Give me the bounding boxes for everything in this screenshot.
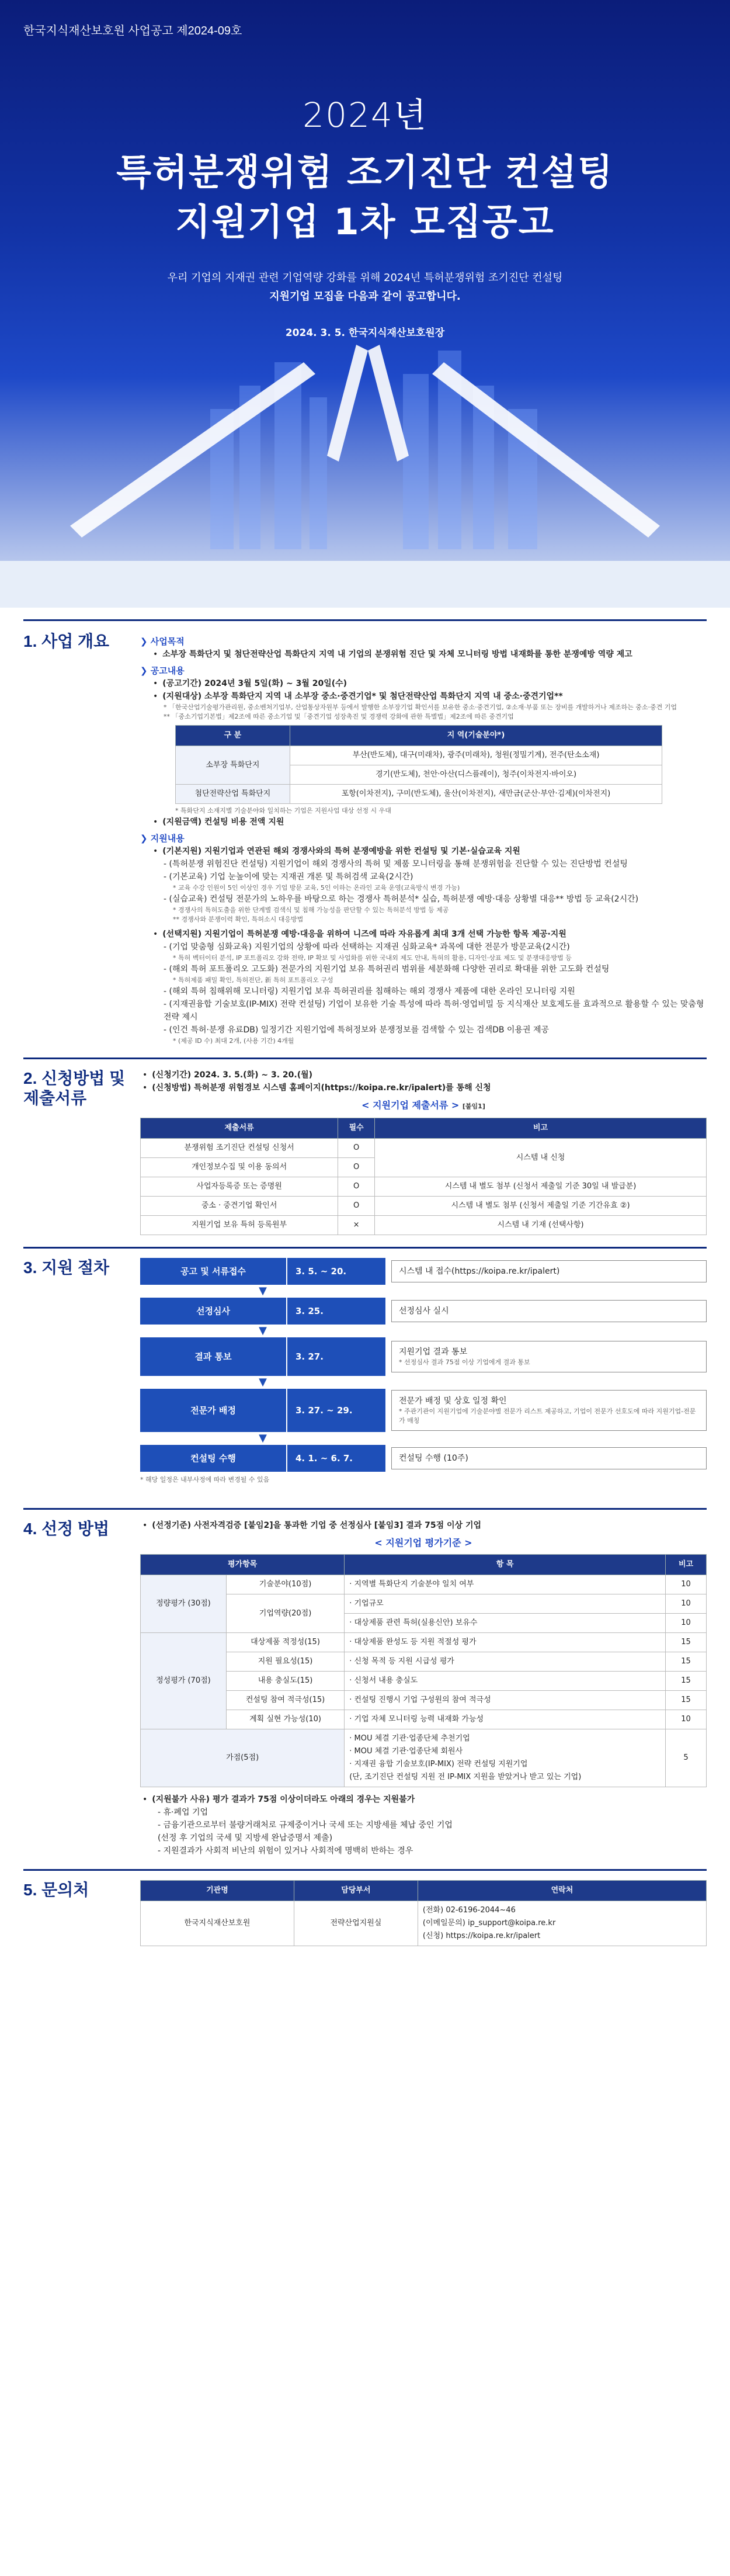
docs-caption: < 지원기업 제출서류 > [붙임1] bbox=[361, 1100, 485, 1111]
ineligible-item: - 지원결과가 사회적 비난의 위험이 있거나 사회적에 명백히 반하는 경우 bbox=[158, 1846, 413, 1856]
arrow-icon: ▼ bbox=[259, 1432, 267, 1444]
notice-period: (공고기간) 2024년 3월 5일(화) ~ 3월 20일(수) bbox=[162, 679, 347, 688]
hero-title-line2: 지원기업 1차 모집공고 bbox=[175, 200, 555, 243]
support-amount: (지원금액) 컨설팅 비용 전액 지원 bbox=[162, 817, 284, 827]
section-procedure bbox=[0, 1249, 730, 1496]
intro-line1: 우리 기업의 지재권 관련 기업역량 강화를 위해 2024년 특허분쟁위험 조기진단 컨설팅 bbox=[167, 272, 563, 284]
target-note2: ** 「중소기업기본법」제2조에 따른 중소기업 및「중견기업 성장촉진 및 경쟁력 강화에 관한 특별법」제2조에 따른 중견기업 bbox=[164, 713, 514, 720]
docs-table: 제출서류 필수 비고 분쟁위험 조기진단 컨설팅 신청서 O 시스템 내 신청 개인정보수집 및 이용 동의서 O 사업자등록증 또는 증명원 O 시스템 내 별도 첨부 (신청서 제출일 기준 30일 내 발급분) 중소 · 중견기업 확인서 O 시스템 내 별도 첨부 (신청서 제출일 기준 기간유효 ②) 지원기업 보유 특허 등록원부 × 시스템 내 기재 (선택사항) bbox=[140, 1118, 707, 1235]
step-3: 결과 통보 3. 27. 지원기업 결과 통보 * 선정심사 결과 75점 이상 기업에게 결과 통보 bbox=[140, 1337, 707, 1376]
select-support: (선택지원) 지원기업이 특허분쟁 예방·대응을 위하여 니즈에 따라 자유롭게 최대 3개 선택 가능한 항목 제공·지원 bbox=[162, 930, 566, 939]
content-heading: ❯ 지원내용 bbox=[140, 833, 185, 844]
select-a: - (기업 맞춤형 심화교육) 지원기업의 상황에 따라 선택하는 지재권 심화교육* 과목에 대한 전문가 방문교육(2시간) bbox=[164, 942, 570, 952]
basic-c-note1: * 경쟁사의 특허도출을 위한 단계별 검색식 및 침해 가능성을 판단할 수 있는 특허분석 방법 등 제공 bbox=[173, 906, 449, 914]
procedure-note: * 해당 일정은 내부사정에 따라 변경될 수 있음 bbox=[140, 1476, 270, 1483]
apply-period: (신청기간) 2024. 3. 5.(화) ~ 3. 20.(월) bbox=[152, 1070, 313, 1080]
ineligible-item: - 휴·폐업 기업 bbox=[158, 1808, 208, 1817]
purpose-text: 소부장 특화단지 및 첨단전략산업 특화단지 지역 내 기업의 분쟁위험 진단 및 자체 모니터링 방법 내재화를 통한 분쟁예방 역량 제고 bbox=[162, 650, 632, 659]
select-b-note: * 특허제품 패밀 확인, 특허전단, 新 특허 포트폴리오 구성 bbox=[173, 976, 333, 984]
step-2: 선정심사 3. 25. 선정심사 실시 bbox=[140, 1298, 707, 1325]
arrow-icon: ▼ bbox=[259, 1285, 267, 1297]
notice-heading: ❯ 공고내용 bbox=[140, 665, 185, 676]
select-e: - (인건 특허·분쟁 유료DB) 일정기간 지원기업에 특허정보와 분쟁정보를 검색할 수 있는 검색DB 이용권 제공 bbox=[164, 1025, 550, 1035]
section-title: 2. 신청방법 및 제출서류 bbox=[23, 1069, 126, 1107]
section-application: 2. 신청방법 및 제출서류 • (신청기간) 2024. 3. 5.(화) ~ 3. 20.(월) • (신청방법) 특허분쟁 위험경보 시스템 홈페이지(https://koipa.re.kr/ipalert)를 통해 신청 < 지원기업 제출서류 > [붙임1] 제출서류 필수 비고 분쟁위험 조기진단 컨설팅 신청서 O 시스템 내 신청 개인정보수집 및 이용 동의서 O 사업자등록증 또는 증명원 O 시스템 내 별도 첨부 (신청서 제출일 기준 30일 내 발급분) 중소 · 중견기업 확인서 O 시스템 내 별도 첨부 (신청서 제출일 기준 기간유효 ②) 지원기업 보유 특허 등록원부 × 시스템 내 기재 (선택사항) bbox=[0, 1059, 730, 1247]
basic-b-note: * 교육 수강 인원이 5인 이상인 경우 기업 방문 교육, 5인 이하는 온라인 교육 운영(교육방식 변경 가능) bbox=[173, 884, 460, 892]
basic-a: - (특허분쟁 위험진단 컨설팅) 지원기업이 해외 경쟁사의 특허 및 제품 모니터링을 통해 분쟁위험을 진단할 수 있는 진단방법 컨설팅 bbox=[164, 859, 628, 869]
section-title: 3. 지원 절차 bbox=[23, 1258, 110, 1277]
section-overview: 1. 사업 개요 ❯ 사업목적 • 소부장 특화단지 및 첨단전략산업 특화단지 지역 내 기업의 분쟁위험 진단 및 자체 모니터링 방법 내재화를 통한 분쟁예방 역량 제고 ❯ 공고내용 • (공고기간) 2024년 3월 5일(화) ~ 3월 20일(수) • (지원대상) 소부장 특화단지 지역 내 소부장 중소·중견기업* 및 첨단전략산업 특화단지 지역 내 중소·중견기업** * 「한국산업기술평가관리원, 중소벤처기업부, 산업통상자원부 등에서 발행한 소부장기업 확인서를 보유한 중소·중견기업, ②소재·부품 또는 장비를 개발하거나 제조하는 중소·중견 기업 ** 「중소기업기본법」제2조에 따른 중소기업 및「중견기업 성장촉진 및 경쟁력 강화에 관한 특별법」제2조에 따른 중견기업 구 분 지 역(기술분야*) 소부장 특화단지 부산(반도체), 대구(미래차), 광주(미래차), 청원(정밀기계), 전주(탄소소재) 경기(반도체), 천안·아산(디스플레이), 청주(이차전지·바이오) 첨단전략산업 특화단지 포항(이차전지), 구미(반도체), 울산(이차전지), 새만금(군산·부안·김제)(이차전지) * 특화단지 소재지별 기술분야와 일치하는 기업은 지원사업 대상 선정 시 우대 • (지원금액) 컨설팅 비용 전액 지원 ❯ 지원내용 • (기본지원) 지원기업과 연관된 해외 경쟁사와의 특허 분쟁예방을 위한 컨설팅 및 기본·실습교육 지원 - (특허분쟁 위험진단 컨설팅) 지원기업이 해외 경쟁사의 특허 및 제품 모니터링을 통해 분쟁위험을 진단할 수 있는 진단방법 컨설팅 - (기본교육) 기업 눈높이에 맞는 지재권 개론 및 특허검색 교육(2시간) * 교육 수강 인원이 5인 이상인 경우 기업 방문 교육, 5인 이하는 온라인 교육 운영(교육방식 변경 가능) - (실습교육) 컨설팅 전문가의 노하우를 바탕으로 하는 경쟁사 특허분석* 실습, 특허분쟁 예방·대응 상황별 대응** 방법 등 교육(2시간) * 경쟁사의 특허도출을 위한 단계별 검색식 및 침해 가능성을 판단할 수 있는 특허분석 방법 등 제공 ** 경쟁사와 분쟁이력 확인, 특허소시 대응방법 • (선택지원) 지원기업이 특허분쟁 예방·대응을 위하여 니즈에 따라 자유롭게 최대 3개 선택 가능한 항목 제공·지원 - (기업 맞춤형 심화교육) 지원기업의 상황에 따라 선택하는 지재권 심화교육* 과목에 대한 전문가 방문교육(2시간) * 특허 벡터이터 분석, IP 포트폴리오 강화 전략, IP 확보 및 사업화를 위한 국내외 제도 안내, 특허의 활용, 디자인·상표 제도 및 분쟁대응방법 등 - (해외 특허 포트폴리오 고도화) 전문가의 지원기업 보유 특허권리 범위를 세분화해 다양한 권리로 확대를 위한 고도화 컨설팅 * 특허제품 패밀 확인, 특허전단, 新 특허 포트폴리오 구성 - (해외 특허 침해위해 모니터링) 지원기업 보유 특허권리를 침해하는 해외 경쟁사 제품에 대한 온라인 모니터링 지원 - (지재권융합 기술보호(IP-MIX) 전략 컨설팅) 기업이 보유한 기술 특성에 따라 특허·영업비밀 등 지식재산 보호제도를 효과적으로 활용할 수 있는 맞춤형 전략 제시 - (인건 특허·분쟁 유료DB) 일정기간 지원기업에 특허정보와 분쟁정보를 검색할 수 있는 검색DB 이용권 제공 * (제공 ID 수) 최대 2개, (사용 기간) 4개월 bbox=[0, 621, 730, 1058]
ineligible-item: - 금융기관으로부터 불량거래처로 규제중이거나 국세 또는 지방세를 체납 중인 기업 bbox=[158, 1821, 453, 1830]
support-target: (지원대상) 소부장 특화단지 지역 내 소부장 중소·중견기업* 및 첨단전략산업 특화단지 지역 내 중소·중견기업** bbox=[162, 692, 563, 701]
select-e-note: * (제공 ID 수) 최대 2개, (사용 기간) 4개월 bbox=[173, 1037, 294, 1045]
select-c: - (해외 특허 침해위해 모니터링) 지원기업 보유 특허권리를 침해하는 해외 경쟁사 제품에 대한 온라인 모니터링 지원 bbox=[164, 987, 575, 996]
basic-support: (기본지원) 지원기업과 연관된 해외 경쟁사와의 특허 분쟁예방을 위한 컨설팅 및 기본·실습교육 지원 bbox=[162, 847, 520, 856]
hero-title-line1: 특허분쟁위험 조기진단 컨설팅 bbox=[116, 151, 614, 193]
hero-year: 2024년 bbox=[303, 95, 427, 135]
hero-banner bbox=[0, 0, 730, 608]
basic-b: - (기본교육) 기업 눈높이에 맞는 지재권 개론 및 특허검색 교육(2시간) bbox=[164, 872, 413, 882]
select-d: - (지재권융합 기술보호(IP-MIX) 전략 컨설팅) 기업이 보유한 기술 특성에 따라 특허·영업비밀 등 지식재산 보호제도를 효과적으로 활용할 수 있는 맞춤형 전략 제시 bbox=[164, 1000, 704, 1022]
section-selection: 4. 선정 방법 • (선정기준) 사전자격검증 [붙임2]을 통과한 기업 중 선정심사 [붙임3] 결과 75점 이상 기업 < 지원기업 평가기준 > 평가항목 항 목 비고 정량평가 (30점) 기술분야(10점) · 지역별 특화단지 기술분야 일치 여부 10 기업역량(20점) · 기업규모 10 · 대상제품 관련 특허(실용신안) 보유수 10 정성평가 (70점) 대상제품 적정성(15) · 대상제품 완성도 등 지원 적절성 평가 15 지원 필요성(15) · 신청 목적 등 지원 시급성 평가 15 내용 충실도(15) · 신청서 내용 충실도 15 컨설팅 참여 적극성(15) · 컨설팅 진행시 기업 구성원의 참여 적극성 15 계획 실현 가능성(10) · 기업 자체 모니터링 능력 내재화 가능성 10 가점(5점) · MOU 체결 기관·업종단체 추천기업 · MOU 체결 기관·업종단체 회원사 · 지재권 융합 기술보호(IP-MIX) 전략 컨설팅 지원기업 (단, 조기진단 컨설팅 지원 전 IP-MIX 지원을 받았거나 받고 있는 기업) 5 • (지원불가 사유) 평가 결과가 75점 이상이더라도 아래의 경우는 지원불가 - 휴·폐업 기업 - 금융기관으로부터 불량거래처로 규제중이거나 국세 또는 지방세를 체납 중인 기업 (선정 후 기업의 국세 및 지방세 완납증명서 제출) - 지원결과가 사회적 비난의 위험이 있거나 사회적에 명백히 반하는 경우 bbox=[0, 1510, 730, 1869]
target-note1: * 「한국산업기술평가관리원, 중소벤처기업부, 산업통상자원부 등에서 발행한 소부장기업 확인서를 보유한 중소·중견기업, ②소재·부품 또는 장비를 개발하거나 제조하는 중소·중견 기업 bbox=[164, 703, 677, 711]
arrow-icon: ▼ bbox=[259, 1325, 267, 1337]
section-contact bbox=[0, 1871, 730, 1964]
basic-c-note2: ** 경쟁사와 분쟁이력 확인, 특허소시 대응방법 bbox=[173, 916, 304, 923]
selection-criteria: (선정기준) 사전자격검증 [붙임2]을 통과한 기업 중 선정심사 [붙임3] 결과 75점 이상 기업 bbox=[152, 1521, 482, 1530]
section-title: 4. 선정 방법 bbox=[23, 1520, 110, 1538]
step-4: 전문가 배정 3. 27. ~ 29. 전문가 배정 및 상호 일정 확인 * 주관기관이 지원기업에 기술분야별 전문가 리스트 제공하고, 기업이 전문가 선호도에 따라 지원기업-전문가 매칭 bbox=[140, 1389, 707, 1432]
ineligible-heading: (지원불가 사유) 평가 결과가 75점 이상이더라도 아래의 경우는 지원불가 bbox=[152, 1795, 415, 1804]
notice-number: 한국지식재산보호원 사업공고 제2024-09호 bbox=[23, 25, 242, 37]
select-a-note: * 특허 벡터이터 분석, IP 포트폴리오 강화 전략, IP 확보 및 사업화를 위한 국내외 제도 안내, 특허의 활용, 디자인·상표 제도 및 분쟁대응방법 등 bbox=[173, 954, 572, 962]
apply-method: (신청방법) 특허분쟁 위험경보 시스템 홈페이지(https://koipa.re.kr/ipalert)를 통해 신청 bbox=[152, 1083, 491, 1093]
eval-table: 평가항목 항 목 비고 정량평가 (30점) 기술분야(10점) · 지역별 특화단지 기술분야 일치 여부 10 기업역량(20점) · 기업규모 10 · 대상제품 관련 특허(실용신안) 보유수 10 정성평가 (70점) 대상제품 적정성(15) · 대상제품 완성도 등 지원 적절성 평가 15 지원 필요성(15) · 신청 목적 등 지원 시급성 평가 15 내용 충실도(15) · 신청서 내용 충실도 15 컨설팅 참여 적극성(15) · 컨설팅 진행시 기업 구성원의 참여 적극성 15 계획 실현 가능성(10) · 기업 자체 모니터링 능력 내재화 가능성 10 가점(5점) · MOU 체결 기관·업종단체 추천기업 · MOU 체결 기관·업종단체 회원사 · 지재권 융합 기술보호(IP-MIX) 전략 컨설팅 지원기업 (단, 조기진단 컨설팅 지원 전 IP-MIX 지원을 받았거나 받고 있는 기업) 5 bbox=[140, 1554, 707, 1787]
step-1: 공고 및 서류접수 3. 5. ~ 20. 시스템 내 접수(https://koipa.re.kr/ipalert) bbox=[140, 1258, 707, 1285]
intro-line2: 지원기업 모집을 다음과 같이 공고합니다. bbox=[269, 290, 461, 303]
basic-c: - (실습교육) 컨설팅 전문가의 노하우를 바탕으로 하는 경쟁사 특허분석* 실습, 특허분쟁 예방·대응 상황별 대응** 방법 등 교육(2시간) bbox=[164, 895, 639, 904]
hero-date: 2024. 3. 5. 한국지식재산보호원장 bbox=[285, 327, 445, 339]
contact-table: 기관명 담당부서 연락처 한국지식재산보호원 전략산업지원실 (전화) 02-6196-2044~46 (이메일문의) ip_support@koipa.re.kr (신청) https://koipa.re.kr/ipalert bbox=[140, 1880, 707, 1946]
purpose-heading: ❯ 사업목적 bbox=[140, 636, 185, 647]
section-title: 5. 문의처 bbox=[23, 1881, 89, 1899]
table-note: * 특화단지 소재지별 기술분야와 일치하는 기업은 지원사업 대상 선정 시 우대 bbox=[175, 807, 391, 814]
step-5: 컨설팅 수행 4. 1. ~ 6. 7. 컨설팅 수행 (10주) bbox=[140, 1445, 707, 1472]
select-b: - (해외 특허 포트폴리오 고도화) 전문가의 지원기업 보유 특허권리 범위를 세분화해 다양한 권리로 확대를 위한 고도화 컨설팅 bbox=[164, 965, 610, 974]
arrow-icon: ▼ bbox=[259, 1376, 267, 1388]
ineligible-item: (선정 후 기업의 국세 및 지방세 완납증명서 제출) bbox=[158, 1833, 333, 1843]
hero-intro bbox=[0, 269, 730, 306]
section-title: 1. 사업 개요 bbox=[23, 632, 110, 650]
region-table: 구 분 지 역(기술분야*) 소부장 특화단지 부산(반도체), 대구(미래차), 광주(미래차), 청원(정밀기계), 전주(탄소소재) 경기(반도체), 천안·아산(디스플레이), 청주(이차전지·바이오) 첨단전략산업 특화단지 포항(이차전지), 구미(반도체), 울산(이차전지), 새만금(군산·부안·김제)(이차전지) bbox=[175, 725, 662, 804]
eval-caption: < 지원기업 평가기준 > bbox=[374, 1537, 472, 1548]
